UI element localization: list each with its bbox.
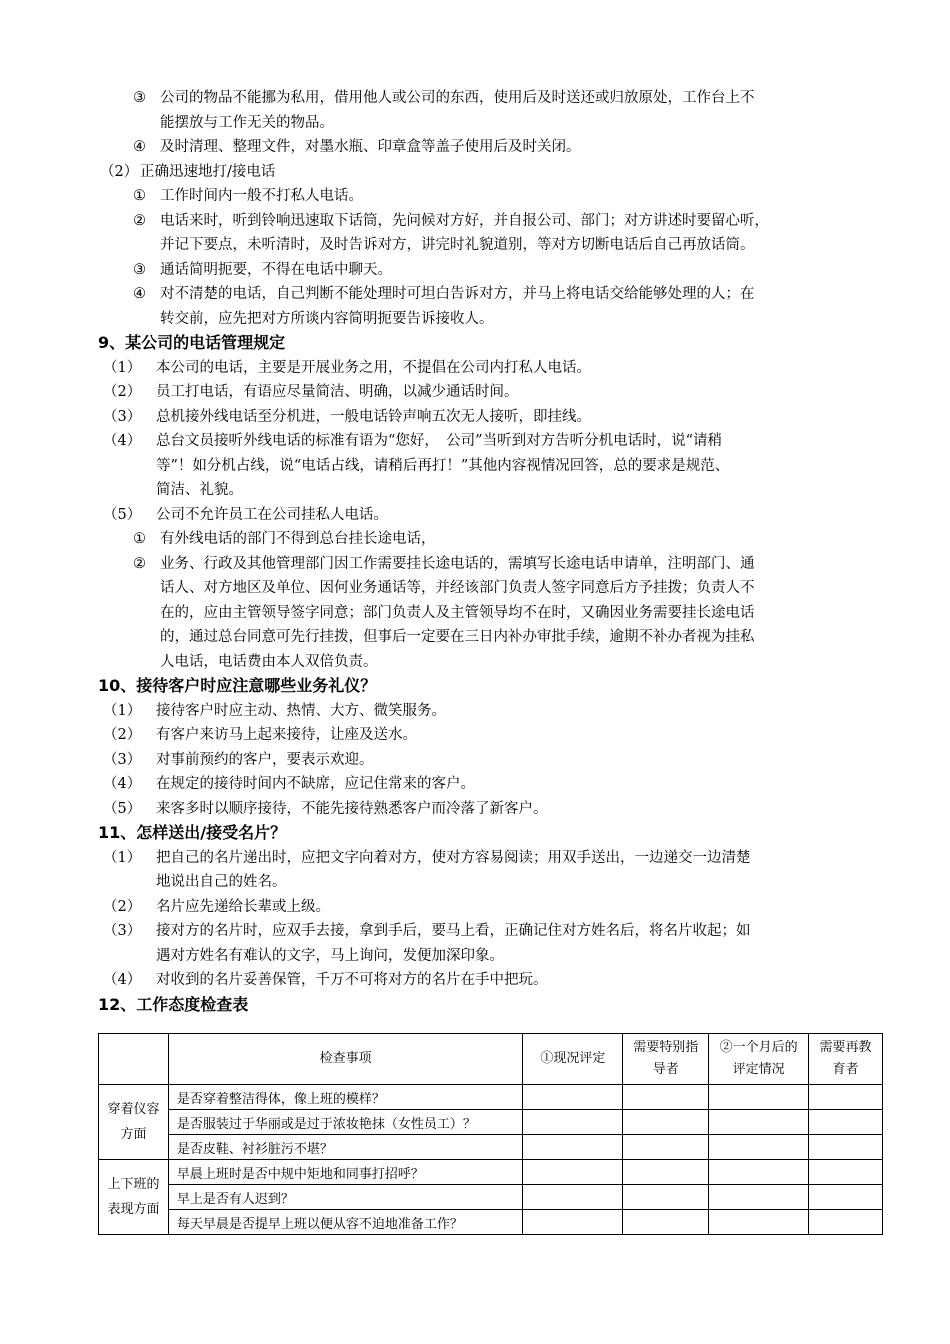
list-text: 通话简明扼要，不得在电话中聊天。: [160, 261, 392, 278]
list-marker: （4）: [103, 972, 142, 988]
rating-cell[interactable]: [523, 1135, 623, 1160]
list-text: 正确迅速地打/接电话: [140, 163, 276, 180]
check-item-cell: 早上是否有人迟到？: [168, 1185, 522, 1210]
list-text: 名片应先递给长辈或上级。: [156, 898, 330, 915]
rating-cell[interactable]: [709, 1160, 809, 1185]
list-item: [0, 380, 950, 405]
list-marker: （3）: [103, 751, 142, 768]
check-item-cell: 早晨上班时是否中规中矩地和同事打招呼？: [168, 1160, 522, 1185]
list-text: 员工打电话，有语应尽量简洁、明确，以减少通话时间。: [156, 384, 519, 400]
list-text: 并记下要点，未听清时，及时告诉对方，讲完时礼貌道别，等对方切断电话后自己再放话筒。: [160, 237, 755, 253]
table-header-cell: ①现况评定: [523, 1034, 623, 1085]
list-item: [0, 209, 950, 234]
list-item: [0, 135, 950, 160]
list-text: 总机接外线电话至分机进，一般电话铃声响五次无人接听，即挂线。: [156, 408, 591, 425]
table-row: [99, 1160, 883, 1185]
list-text: 话人、对方地区及单位、因何业务通话等，并经该部门负责人签字同意后方予挂拨；负责人不: [160, 580, 755, 596]
list-marker: （3）: [103, 408, 142, 425]
list-text: 遇对方姓名有难认的文字，马上询问，发便加深印象。: [156, 947, 504, 964]
table-header-row: [99, 1034, 883, 1085]
list-text: 在的，应由主管领导签字同意；部门负责人及主管领导均不在时，又确因业务需要挂长途电话: [160, 604, 755, 621]
list-text: 在规定的接待时间内不缺席，应记住常来的客户。: [156, 776, 475, 792]
rating-cell[interactable]: [523, 1085, 623, 1110]
list-item: [0, 454, 950, 479]
section-heading: [0, 993, 950, 1018]
list-item: [0, 478, 950, 503]
rating-cell[interactable]: [709, 1110, 809, 1135]
table-header-cell: 需要再教育者: [809, 1034, 883, 1085]
list-marker: （2）: [100, 163, 139, 180]
check-item-cell: 是否皮鞋、衬衫脏污不堪？: [168, 1135, 522, 1160]
table-row: [99, 1135, 883, 1160]
list-text: 电话来时，听到铃响迅速取下话筒，先问候对方好，并自报公司、部门；对方讲述时要留心听，: [160, 212, 769, 229]
list-text: 对事前预约的客户，要表示欢迎。: [156, 751, 374, 768]
list-marker: （4）: [103, 433, 142, 449]
table-header-cell: ②一个月后的评定情况: [709, 1034, 809, 1085]
section-heading-text: 12、工作态度检查表: [98, 994, 249, 1014]
list-item: [0, 282, 950, 307]
rating-cell[interactable]: [709, 1210, 809, 1235]
list-item: [0, 944, 950, 969]
list-item: [0, 968, 950, 993]
list-item: [0, 233, 950, 258]
list-marker: （3）: [103, 923, 142, 939]
list-item: [0, 772, 950, 797]
list-marker: ③: [133, 261, 146, 278]
list-marker: ④: [133, 286, 146, 302]
rating-cell[interactable]: [623, 1085, 709, 1110]
list-text: 人电话，电话费由本人双倍负责。: [160, 653, 378, 670]
rating-cell[interactable]: [623, 1160, 709, 1185]
list-text: 对不清楚的电话，自己判断不能处理时可坦白告诉对方，并马上将电话交给能够处理的人；在: [160, 286, 755, 302]
rating-cell[interactable]: [809, 1085, 883, 1110]
list-item: [0, 160, 950, 185]
list-item: [0, 846, 950, 871]
list-text: 对收到的名片妥善保管，千万不可将对方的名片在手中把玩。: [156, 972, 548, 988]
list-marker: （5）: [103, 800, 142, 817]
list-item: [0, 895, 950, 920]
list-text: 工作时间内一般不打私人电话。: [160, 188, 363, 204]
list-text: 转交前，应先把对方所谈内容简明扼要告诉接收人。: [160, 310, 494, 327]
table-header-cell: 需要特别指导者: [623, 1034, 709, 1085]
section-heading-text: 10、接待客户时应注意哪些业务礼仪？: [98, 676, 377, 695]
list-item: [0, 258, 950, 283]
list-item: [0, 111, 950, 136]
table-row: [99, 1085, 883, 1110]
list-text: 及时清理、整理文件，对墨水瓶、印章盒等盖子使用后及时关闭。: [160, 139, 581, 155]
section-heading: [0, 331, 950, 356]
list-item: [0, 405, 950, 430]
rating-cell[interactable]: [523, 1110, 623, 1135]
list-text: 地说出自己的姓名。: [156, 874, 287, 890]
list-text: 业务、行政及其他管理部门因工作需要挂长途电话的，需填写长途电话申请单，注明部门、通: [160, 555, 755, 572]
list-text: 能摆放与工作无关的物品。: [160, 114, 334, 131]
list-item: [0, 527, 950, 552]
list-text: 公司不允许员工在公司挂私人电话。: [156, 506, 388, 523]
rating-cell[interactable]: [709, 1135, 809, 1160]
section-heading: [0, 674, 950, 699]
section-heading-text: 11、怎样送出/接受名片？: [98, 823, 287, 842]
list-text: 总台文员接听外线电话的标准有语为“您好， 公司”当听到对方告听分机电话时，说“请稍: [156, 433, 722, 449]
rating-cell[interactable]: [623, 1185, 709, 1210]
list-marker: （1）: [103, 359, 142, 376]
rating-cell[interactable]: [709, 1185, 809, 1210]
category-cell: 穿着仪容方面: [99, 1085, 169, 1160]
list-item: [0, 625, 950, 650]
list-item: [0, 576, 950, 601]
list-marker: ②: [133, 555, 146, 572]
list-item: [0, 184, 950, 209]
list-text: 把自己的名片递出时，应把文字向着对方，使对方容易阅读；用双手送出，一边递交一边清楚: [156, 849, 751, 866]
list-text: 等”！如分机占线，说“电话占线，请稍后再打！”其他内容视情况回答，总的要求是规范、: [156, 457, 730, 474]
list-text: 有客户来访马上起来接待，让座及送水。: [156, 727, 417, 743]
section-heading: [0, 821, 950, 846]
list-item: [0, 723, 950, 748]
rating-cell[interactable]: [623, 1135, 709, 1160]
list-marker: ②: [133, 212, 146, 229]
rating-cell[interactable]: [809, 1185, 883, 1210]
table-header-corner: [99, 1034, 169, 1085]
list-marker: （1）: [103, 702, 142, 719]
list-marker: ③: [133, 90, 146, 106]
rating-cell[interactable]: [623, 1110, 709, 1135]
list-marker: ①: [133, 188, 146, 204]
rating-cell[interactable]: [809, 1210, 883, 1235]
list-item: [0, 601, 950, 626]
list-item: [0, 503, 950, 528]
list-marker: （5）: [103, 506, 142, 523]
list-item: [0, 552, 950, 577]
category-cell: 上下班的表现方面: [99, 1160, 169, 1235]
rating-cell[interactable]: [523, 1160, 623, 1185]
list-text: 简洁、礼貌。: [156, 482, 243, 498]
list-marker: ④: [133, 139, 146, 155]
list-text: 来客多时以顺序接待，不能先接待熟悉客户而冷落了新客户。: [156, 800, 548, 817]
rating-cell[interactable]: [623, 1210, 709, 1235]
list-marker: （2）: [103, 384, 142, 400]
list-item: [0, 307, 950, 332]
list-marker: （2）: [103, 727, 142, 743]
list-text: 的，通过总台同意可先行挂拨，但事后一定要在三日内补办审批手续，逾期不补办者视为挂私: [160, 629, 755, 645]
list-item: [0, 429, 950, 454]
table-header-cell: 检查事项: [168, 1034, 522, 1085]
table-row: [99, 1110, 883, 1135]
check-item-cell: 每天早晨是否提早上班以便从容不迫地准备工作？: [168, 1210, 522, 1235]
table-row: [99, 1185, 883, 1210]
check-item-cell: 是否服装过于华丽或是过于浓妆艳抹（女性员工）？: [168, 1110, 522, 1135]
list-item: [0, 699, 950, 724]
list-item: [0, 650, 950, 675]
list-item: [0, 919, 950, 944]
table-row: [99, 1210, 883, 1235]
rating-cell[interactable]: [809, 1160, 883, 1185]
list-item: [0, 870, 950, 895]
list-text: 接对方的名片时，应双手去接，拿到手后，要马上看，正确记住对方姓名后，将名片收起；如: [156, 923, 751, 939]
rating-cell[interactable]: [809, 1110, 883, 1135]
rating-cell[interactable]: [809, 1135, 883, 1160]
list-marker: （1）: [103, 849, 142, 866]
list-marker: （4）: [103, 776, 142, 792]
list-text: 本公司的电话，主要是开展业务之用，不提倡在公司内打私人电话。: [156, 359, 591, 376]
rating-cell[interactable]: [523, 1185, 623, 1210]
document-page: [0, 86, 950, 1017]
list-text: 有外线电话的部门不得到总台挂长途电话，: [160, 531, 436, 547]
list-item: [0, 86, 950, 111]
list-marker: ①: [133, 531, 146, 547]
list-item: [0, 797, 950, 822]
list-text: 接待客户时应主动、热情、大方、微笑服务。: [156, 702, 446, 719]
list-marker: （2）: [103, 898, 142, 915]
rating-cell[interactable]: [709, 1085, 809, 1110]
list-item: [0, 748, 950, 773]
rating-cell[interactable]: [523, 1210, 623, 1235]
section-heading-text: 9、某公司的电话管理规定: [98, 333, 286, 352]
work-attitude-table: [98, 1033, 883, 1235]
list-text: 公司的物品不能挪为私用，借用他人或公司的东西，使用后及时送还或归放原处，工作台上不: [160, 90, 755, 106]
list-item: [0, 356, 950, 381]
check-item-cell: 是否穿着整洁得体，像上班的模样？: [168, 1085, 522, 1110]
